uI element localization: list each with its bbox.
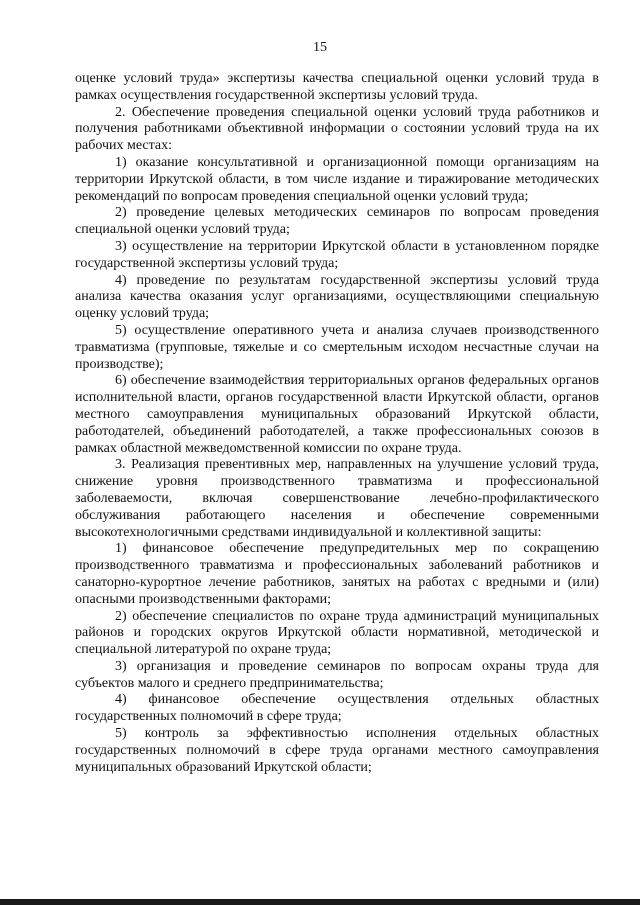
section-2-heading: 2. Обеспечение проведения специальной оценки условий труда работников и получения работниками объективной информации о состоянии условий труда на их рабочих местах:	[75, 104, 599, 154]
page-number: 15	[313, 40, 327, 55]
paragraph-continued: оценке условий труда» экспертизы качества специальной оценки условий труда в рамках осуществления государственной экспертизы условий труда.	[75, 71, 599, 103]
list-item: 1) финансовое обеспечение предупредительных мер по сокращению производственного травматизма и профессиональных заболеваний работников и санаторно-курортное лечение работников, занятых на работах с вредными и (или) опасными производственными факторами;	[75, 541, 599, 607]
list-item: 3) осуществление на территории Иркутской области в установленном порядке государственной экспертизы условий труда;	[75, 238, 599, 271]
document-body	[75, 71, 599, 776]
list-item: 5) осуществление оперативного учета и анализа случаев производственного травматизма (групповые, тяжелые и со смертельным исходом несчастные случаи на производстве);	[75, 322, 599, 372]
list-item: 2) проведение целевых методических семинаров по вопросам проведения специальной оценки условий труда;	[75, 205, 599, 238]
scan-bottom-edge	[0, 899, 640, 905]
list-item: 3) организация и проведение семинаров по вопросам охраны труда для субъектов малого и среднего предпринимательства;	[75, 658, 599, 691]
list-item: 5) контроль за эффективностью исполнения отдельных областных государственных полномочий в сфере труда органами местного самоуправления муниципальных образований Иркутской области;	[75, 726, 599, 775]
list-item: 2) обеспечение специалистов по охране труда администраций муниципальных районов и городских округов Иркутской области нормативной, методической и специальной литературой по охране труда;	[75, 608, 599, 658]
list-item: 4) проведение по результатам государственной экспертизы условий труда анализа качества оказания услуг организациями, осуществляющими специальную оценку условий труда;	[75, 272, 599, 322]
list-item: 4) финансовое обеспечение осуществления отдельных областных государственных полномочий в сфере труда;	[75, 692, 599, 725]
section-3-heading: 3. Реализация превентивных мер, направленных на улучшение условий труда, снижение уровня производственного травматизма и профессиональной заболеваемости, включая совершенствование лечебно-профилактического обслуживания работающего населения и обеспечение современными высокотехнологичными средствами индивидуальной и коллективной защиты:	[75, 457, 599, 540]
list-item: 6) обеспечение взаимодействия территориальных органов федеральных органов исполнительной власти, органов государственной власти Иркутской области, органов местного самоуправления муниципальных образований Иркутской области, работодателей, объединений работодателей, а также профессиональных союзов в рамках областной межведомственной комиссии по охране труда.	[75, 373, 599, 456]
list-item: 1) оказание консультативной и организационной помощи организациям на территории Иркутской области, в том числе издание и тиражирование методических рекомендаций по вопросам проведения специальной оценки условий труда;	[75, 154, 599, 204]
